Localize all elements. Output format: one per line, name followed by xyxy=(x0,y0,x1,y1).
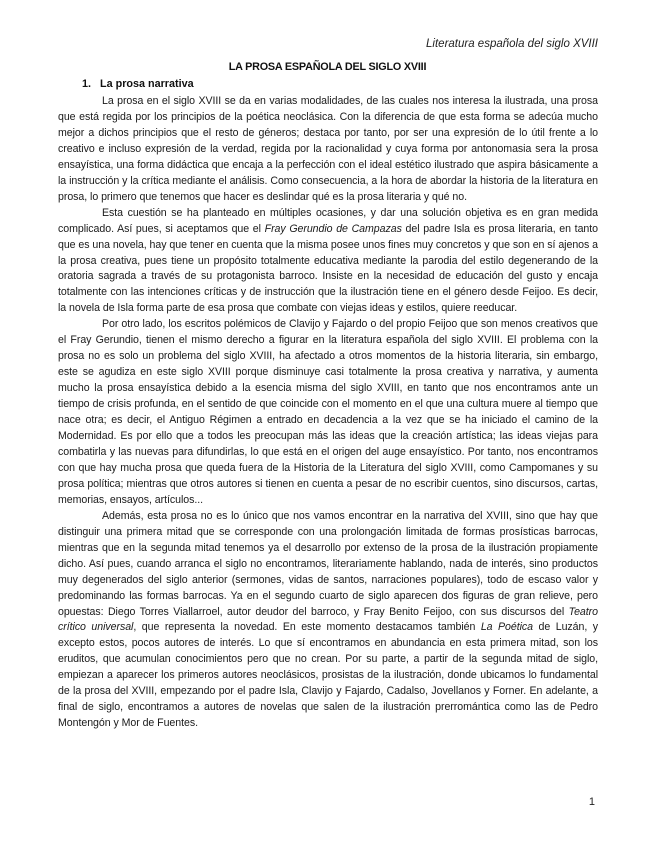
page-number: 1 xyxy=(588,796,595,808)
section-title: La prosa narrativa xyxy=(100,78,194,90)
paragraph-2 xyxy=(58,206,598,318)
text-run: de Luzán, y excepto estos, pocos autores de interés. Lo que sí encontramos en abundancia en esta primera mitad, son los eruditos, que acumulan conocimientos pero que no crean. Por su parte, a partir de la segunda mitad de siglo, empiezan a aparecer los primeros autores neoclásicos, prosistas de la ilustración, donde ubicamos lo fundamental de la prosa del XVIII, empezando por el padre Isla, Clavijo y Fajardo, Cadalso, Jovellanos y Forner. En adelante, a final de siglo, encontramos a autores de novelas que salen de la ilustración prerromántica como las de Pedro Montengón y Mor de Fuentes. xyxy=(58,621,599,730)
text-run: , que representa la novedad. En este momento destacamos también xyxy=(133,621,481,634)
paragraph-3 xyxy=(58,317,598,508)
text-run: Esta cuestión se ha planteado en múltiples ocasiones, y dar una solución objetiva es en gran medida complicado. Así pues, si aceptamos que el xyxy=(58,206,598,235)
section-heading xyxy=(82,78,194,90)
body-text xyxy=(58,94,598,732)
section-number: 1. xyxy=(82,78,92,90)
italic-title: La Poética xyxy=(480,621,534,634)
italic-title: Fray Gerundio de Campazas xyxy=(264,222,402,235)
text-run: Por otro lado, los escritos polémicos de Clavijo y Fajardo o del propio Feijoo que son menos creativos que el Fray Gerundio, tienen el mismo derecho a figurar en la literatura española del siglo XVIII. El problema con la prosa no es solo un problema del siglo XVIII, ha afectado a otros momentos de la historia literaria, sin embargo, este se agudiza en este siglo XVIII porque disminuye casi totalmente la prosa creativa y narrativa, y aumenta mucho la prosa ensayística debido a la esencia misma del siglo XVIII, en tanto que nos encontramos ante un tiempo de crisis profunda, en el sentido de que coincide con el momento en el que una cultura muere al tiempo que nace otra; es decir, el Antiguo Régimen a entrado en decadencia a la vez que se ha iniciado el camino de la Modernidad. Es por ello que a todos les preocupan más las ideas que la creación artística; las ideas viejas para combatirla y las nuevas para difundirlas, lo que está en el origen del auge ensayístico. Por tanto, nos encontramos con que hay mucha prosa que queda fuera de la Historia de la Literatura del siglo XVIII, como Campomanes y su prosa política; mientras que otros autores si tienen en cuenta a pesar de no escribir cuentos, sino discursos, cartas, memorias, ensayos, artículos... xyxy=(58,318,598,506)
paragraph-4 xyxy=(58,509,598,732)
text-run: La prosa en el siglo XVIII se da en varias modalidades, de las cuales nos interesa la ilustrada, una prosa que está regida por los principios de la poética neoclásica. Con la diferencia de que esta forma se adecúa mucho mejor a dichos principios que el resto de géneros; destaca por tanto, por ser una expresión de lo útil frente a lo creativo e incluso expresión de la verdad, regida por la racionalidad y cuya forma por antonomasia sera la prosa ensayística, una forma didáctica que encaja a la perfección con el ideal estético ilustrado que aspira básicamente a la instrucción y la crítica mediante el análisis. Como consecuencia, a la hora de abordar la historia de la literatura en prosa, lo primero que tenemos que hacer es deslindar qué es la prosa literaria y qué no. xyxy=(58,95,598,203)
paragraph-1 xyxy=(58,94,598,206)
document-title: LA PROSA ESPAÑOLA DEL SIGLO XVIII xyxy=(228,61,427,73)
italic-title: Teatro crítico universal xyxy=(58,605,598,634)
running-header: Literatura española del siglo XVIII xyxy=(426,38,598,50)
text-run: del padre Isla es prosa literaria, en tanto que es una novela, hay que tener en cuenta que la misma posee unos fines muy concretos y que son en sí ajenos a la prosa creativa, pues tiene un propósito totalmente educativa mediante la parodia del estilo degenerando de la oratoria sagrada a través de su protagonista barroco. Insiste en la necesidad de educación del gusto y encaja totalmente con las intenciones críticas y de instrucción que la ilustración tiene en el género desde Feijoo. Es decir, la novela de Isla forma parte de esa prosa que combate con viejas ideas y estilos, quiere reeducar. xyxy=(58,222,598,315)
text-run: Además, esta prosa no es lo único que nos vamos encontrar en la narrativa del XVIII, sino que hay que distinguir una primera mitad que se corresponde con una prolongación limitada de formas prosísticas barrocas, mientras que en la segunda mitad tenemos ya el desarrollo por extenso de la prosa de la ilustración propiamente dicho. Así pues, cuando arranca el siglo no encontramos, literariamente hablando, nada de interés, sino productos muy degenerados del siglo anterior (sermones, vidas de santos, narraciones populares), todo de escaso valor y predominando las formas barrocas. Ya en el segundo cuarto de siglo aparecen dos figuras de gran relieve, pero opuestas: Diego Torres Viallarroel, autor deudor del barroco, y Fray Benito Feijoo, con sus discursos del xyxy=(58,509,598,618)
